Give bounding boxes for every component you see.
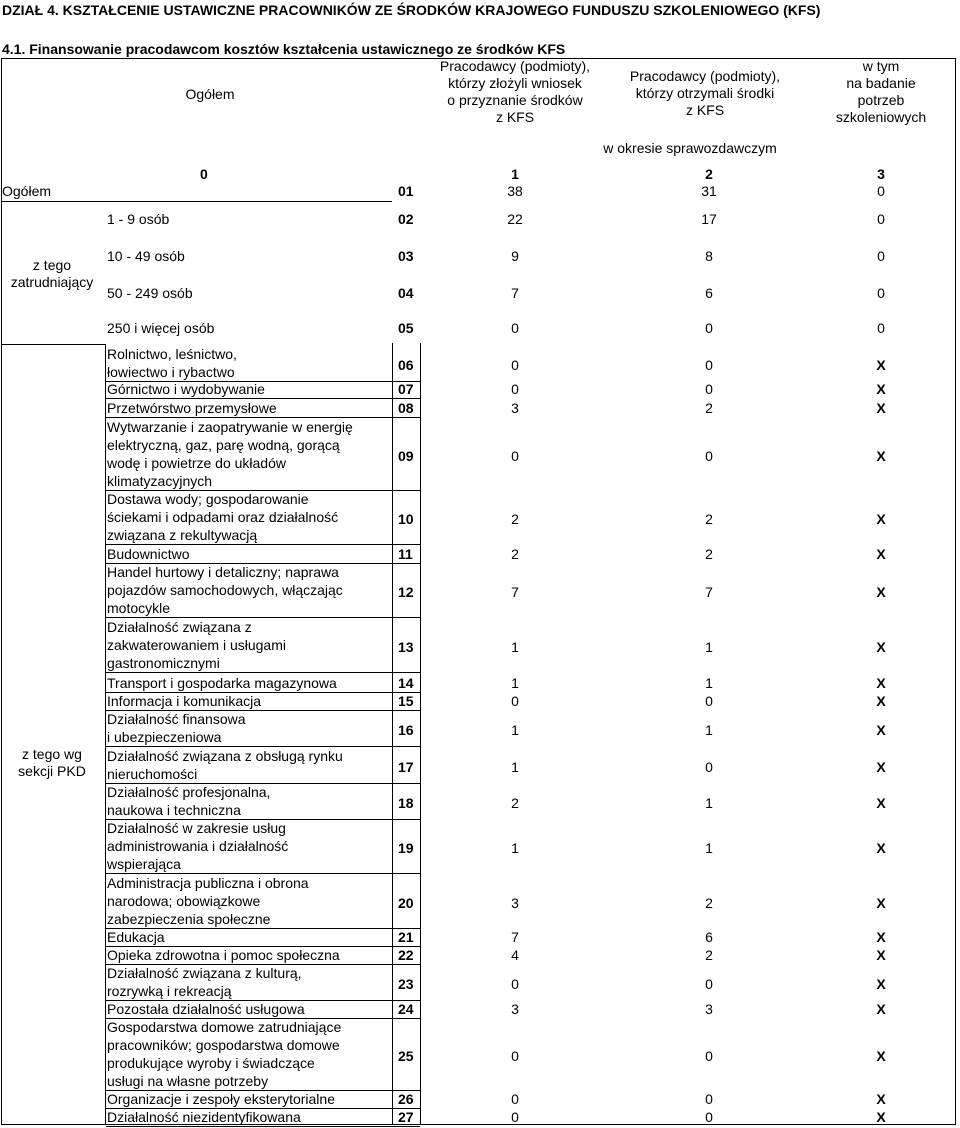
- cell-received: 7: [705, 584, 713, 600]
- col-number-0: 0: [200, 166, 208, 182]
- cell-applied: 3: [511, 400, 519, 416]
- header-period: w okresie sprawozdawczym: [603, 140, 777, 156]
- cell-applied: 0: [511, 1091, 519, 1107]
- row-label-line: nieruchomości: [107, 766, 198, 782]
- col-number-2: 2: [705, 166, 713, 182]
- cell-applied: 7: [511, 584, 519, 600]
- row-label: [107, 563, 393, 617]
- row-label-line: produkujące wyroby i świadczące: [107, 1055, 315, 1071]
- row-number: 01: [398, 183, 414, 199]
- row-number: 20: [398, 895, 414, 911]
- row-label: [107, 964, 393, 1000]
- row-label-line: Ogółem: [2, 183, 52, 199]
- row-label: [107, 380, 393, 398]
- row-number: 15: [398, 693, 414, 709]
- cell-applied: 0: [511, 1048, 519, 1064]
- row-label-line: Informacja i komunikacja: [107, 693, 262, 709]
- row-label-line: Edukacja: [107, 929, 165, 945]
- row-label-line: wodę i powietrze do układów: [107, 455, 286, 471]
- row-label-line: naukowa i techniczna: [107, 802, 241, 818]
- row-number: 04: [398, 285, 414, 301]
- row-label-line: 250 i więcej osób: [107, 320, 215, 336]
- row-label-line: Przetwórstwo przemysłowe: [107, 400, 277, 416]
- row-label-line: Organizacje i zespoły eksterytorialne: [107, 1091, 335, 1107]
- cell-received: 2: [705, 947, 713, 963]
- cell-applied: 0: [511, 693, 519, 709]
- cell-received: 3: [705, 1001, 713, 1017]
- row-label-line: pracowników; gospodarstwa domowe: [107, 1037, 340, 1053]
- row-label-line: rozrywką i rekreacją: [107, 983, 232, 999]
- cell-needs-study: X: [876, 1109, 886, 1125]
- cell-needs-study: X: [876, 947, 886, 963]
- cell-needs-study: 0: [877, 320, 885, 336]
- row-label: [107, 284, 193, 302]
- row-label-line: Działalność finansowa: [107, 711, 246, 727]
- row-label: [2, 182, 51, 200]
- cell-received: 31: [701, 183, 717, 199]
- row-number: 21: [398, 929, 414, 945]
- cell-received: 0: [705, 1048, 713, 1064]
- row-label: [107, 747, 393, 783]
- cell-needs-study: X: [876, 584, 886, 600]
- row-label-line: administrowania i działalność: [107, 838, 289, 854]
- row-number: 02: [398, 211, 414, 227]
- section-title: 4.1. Finansowanie pracodawcom kosztów kształcenia ustawicznego ze środków KFS: [2, 41, 566, 57]
- cell-needs-study: X: [876, 675, 886, 691]
- row-label: [107, 1108, 393, 1126]
- cell-applied: 0: [511, 448, 519, 464]
- row-label: [107, 399, 393, 417]
- cell-applied: 0: [511, 320, 519, 336]
- row-label: [107, 247, 185, 265]
- row-label-line: narodowa; obowiązkowe: [107, 893, 261, 909]
- row-label-line: usługi na własne potrzeby: [107, 1073, 269, 1089]
- cell-applied: 3: [511, 895, 519, 911]
- cell-received: 1: [705, 639, 713, 655]
- cell-needs-study: X: [876, 381, 886, 397]
- rule-pkd-left: [105, 344, 106, 1124]
- cell-applied: 3: [511, 1001, 519, 1017]
- row-number: 22: [398, 947, 414, 963]
- row-label: [107, 874, 393, 928]
- cell-needs-study: 0: [877, 248, 885, 264]
- cell-received: 0: [705, 448, 713, 464]
- cell-needs-study: X: [876, 1091, 886, 1107]
- cell-needs-study: X: [876, 448, 886, 464]
- row-rule: [106, 1126, 420, 1127]
- row-number: 05: [398, 320, 414, 336]
- row-label-line: i ubezpieczeniowa: [107, 729, 222, 745]
- cell-applied: 0: [511, 976, 519, 992]
- cell-received: 17: [701, 211, 717, 227]
- row-label-line: Działalność związana z kulturą,: [107, 965, 302, 981]
- row-number: 08: [398, 400, 414, 416]
- cell-received: 0: [705, 759, 713, 775]
- cell-needs-study: X: [876, 546, 886, 562]
- row-number: 10: [398, 511, 414, 527]
- row-label-line: 10 - 49 osób: [107, 248, 185, 264]
- row-number: 26: [398, 1091, 414, 1107]
- row-label-line: Wytwarzanie i zaopatrywanie w energię: [107, 419, 353, 435]
- row-label-line: zakwaterowaniem i usługami: [107, 637, 286, 653]
- row-number: 24: [398, 1001, 414, 1017]
- row-number: 27: [398, 1109, 414, 1125]
- row-label: [107, 1090, 393, 1108]
- row-label-line: Gospodarstwa domowe zatrudniające: [107, 1019, 342, 1035]
- cell-received: 1: [705, 840, 713, 856]
- row-label-line: klimatyzacyjnych: [107, 473, 213, 489]
- rule-pkd-top: [2, 344, 105, 345]
- row-number: 13: [398, 639, 414, 655]
- cell-received: 2: [705, 546, 713, 562]
- row-label-line: wspierająca: [107, 856, 181, 872]
- cell-received: 1: [705, 675, 713, 691]
- cell-applied: 38: [507, 183, 523, 199]
- row-label: [107, 210, 169, 228]
- cell-received: 0: [705, 381, 713, 397]
- row-label-line: Działalność w zakresie usług: [107, 820, 286, 836]
- cell-applied: 0: [511, 1109, 519, 1125]
- cell-needs-study: 0: [877, 211, 885, 227]
- row-label-line: Działalność związana z: [107, 619, 252, 635]
- row-label-line: łowiectwo i rybactwo: [107, 364, 235, 380]
- cell-received: 0: [705, 693, 713, 709]
- cell-needs-study: X: [876, 795, 886, 811]
- cell-needs-study: X: [876, 400, 886, 416]
- row-label-line: elektryczną, gaz, parę wodną, gorącą: [107, 437, 340, 453]
- cell-needs-study: X: [876, 840, 886, 856]
- row-label-line: motocykle: [107, 600, 171, 616]
- row-label-line: Działalność związana z obsługą rynku: [107, 748, 343, 764]
- rule-ogolem: [2, 201, 392, 202]
- row-label: [107, 545, 393, 563]
- col-number-3: 3: [877, 166, 885, 182]
- cell-applied: 2: [511, 795, 519, 811]
- cell-applied: 0: [511, 381, 519, 397]
- row-label: [107, 319, 214, 337]
- cell-applied: 0: [511, 357, 519, 373]
- header-col1: Pracodawcy (podmioty), którzy złożyli wniosek o przyznanie środków z KFS: [439, 58, 591, 125]
- row-number: 03: [398, 248, 414, 264]
- cell-received: 6: [705, 285, 713, 301]
- cell-received: 0: [705, 1091, 713, 1107]
- row-number: 11: [398, 546, 413, 562]
- row-label: [107, 946, 393, 964]
- cell-needs-study: X: [876, 1001, 886, 1017]
- row-label: [107, 692, 393, 710]
- cell-received: 1: [705, 722, 713, 738]
- row-label-line: pojazdów samochodowych, włączając: [107, 582, 343, 598]
- cell-applied: 1: [511, 840, 519, 856]
- header-ogolem: Ogółem: [185, 86, 235, 102]
- row-label-line: Budownictwo: [107, 546, 190, 562]
- row-rule: [106, 672, 420, 673]
- cell-needs-study: X: [876, 976, 886, 992]
- cell-received: 1: [705, 795, 713, 811]
- row-label: [107, 928, 393, 946]
- row-number: 17: [398, 759, 414, 775]
- cell-received: 2: [705, 400, 713, 416]
- cell-received: 0: [705, 320, 713, 336]
- row-number: 23: [398, 976, 414, 992]
- cell-needs-study: X: [876, 759, 886, 775]
- cell-needs-study: X: [876, 511, 886, 527]
- cell-applied: 1: [511, 722, 519, 738]
- col-number-1: 1: [511, 166, 519, 182]
- row-label: [107, 1018, 393, 1090]
- row-label: [107, 819, 393, 873]
- row-number: 14: [398, 675, 414, 691]
- cell-received: 0: [705, 357, 713, 373]
- row-label: [107, 418, 393, 490]
- row-number: 19: [398, 840, 414, 856]
- cell-needs-study: X: [876, 895, 886, 911]
- row-number: 18: [398, 795, 414, 811]
- row-label: [107, 490, 393, 544]
- cell-received: 2: [705, 511, 713, 527]
- cell-received: 2: [705, 895, 713, 911]
- cell-needs-study: X: [876, 639, 886, 655]
- cell-needs-study: 0: [877, 285, 885, 301]
- row-label-line: Górnictwo i wydobywanie: [107, 381, 265, 397]
- cell-applied: 2: [511, 511, 519, 527]
- header-col3: w tym na badanie potrzeb szkoleniowych: [835, 58, 927, 125]
- row-number: 09: [398, 448, 414, 464]
- row-label-line: Transport i gospodarka magazynowa: [107, 675, 337, 691]
- cell-applied: 22: [507, 211, 523, 227]
- row-number: 16: [398, 722, 414, 738]
- group-label-employing: z tego zatrudniający: [10, 257, 94, 290]
- cell-received: 0: [705, 1109, 713, 1125]
- cell-applied: 1: [511, 759, 519, 775]
- cell-applied: 2: [511, 546, 519, 562]
- cell-applied: 9: [511, 248, 519, 264]
- row-label-line: Handel hurtowy i detaliczny; naprawa: [107, 564, 339, 580]
- rule-num-col1: [420, 343, 421, 1124]
- row-label: [107, 783, 393, 819]
- row-label-line: Pozostała działalność usługowa: [107, 1001, 305, 1017]
- row-label-line: zabezpieczenia społeczne: [107, 911, 271, 927]
- cell-needs-study: X: [876, 1048, 886, 1064]
- row-label-line: gastronomicznymi: [107, 655, 220, 671]
- cell-applied: 4: [511, 947, 519, 963]
- cell-applied: 7: [511, 285, 519, 301]
- cell-needs-study: X: [876, 357, 886, 373]
- row-label-line: Działalność profesjonalna,: [107, 784, 271, 800]
- cell-applied: 1: [511, 639, 519, 655]
- cell-needs-study: X: [876, 722, 886, 738]
- row-number: 12: [398, 584, 414, 600]
- row-label-line: 50 - 249 osób: [107, 285, 193, 301]
- cell-received: 6: [705, 929, 713, 945]
- page-title: DZIAŁ 4. KSZTAŁCENIE USTAWICZNE PRACOWNIKÓW ZE ŚRODKÓW KRAJOWEGO FUNDUSZU SZKOLENIOWEGO (KFS): [2, 2, 821, 18]
- row-label-line: Administracja publiczna i obrona: [107, 875, 309, 891]
- row-number: 06: [398, 357, 414, 373]
- cell-needs-study: X: [876, 929, 886, 945]
- cell-needs-study: 0: [877, 183, 885, 199]
- row-label-line: Dostawa wody; gospodarowanie: [107, 491, 309, 507]
- row-label-line: Opieka zdrowotna i pomoc społeczna: [107, 947, 340, 963]
- row-label-line: 1 - 9 osób: [107, 211, 170, 227]
- cell-applied: 1: [511, 675, 519, 691]
- header-col2: Pracodawcy (podmioty), którzy otrzymali środki z KFS: [629, 68, 781, 118]
- cell-applied: 7: [511, 929, 519, 945]
- row-label: [107, 618, 393, 672]
- row-label-line: ściekami i odpadami oraz działalność: [107, 509, 339, 525]
- row-label: [107, 710, 393, 746]
- group-label-pkd: z tego wg sekcji PKD: [18, 746, 86, 779]
- row-label: [107, 674, 393, 692]
- cell-received: 8: [705, 248, 713, 264]
- row-label: [107, 345, 393, 381]
- cell-needs-study: X: [876, 693, 886, 709]
- row-label-line: Rolnictwo, leśnictwo,: [107, 346, 237, 362]
- row-number: 25: [398, 1048, 414, 1064]
- cell-received: 0: [705, 976, 713, 992]
- row-label: [107, 1000, 393, 1018]
- row-number: 07: [398, 381, 414, 397]
- row-label-line: związana z rekultywacją: [107, 527, 258, 543]
- row-label-line: Działalność niezidentyfikowana: [107, 1109, 301, 1125]
